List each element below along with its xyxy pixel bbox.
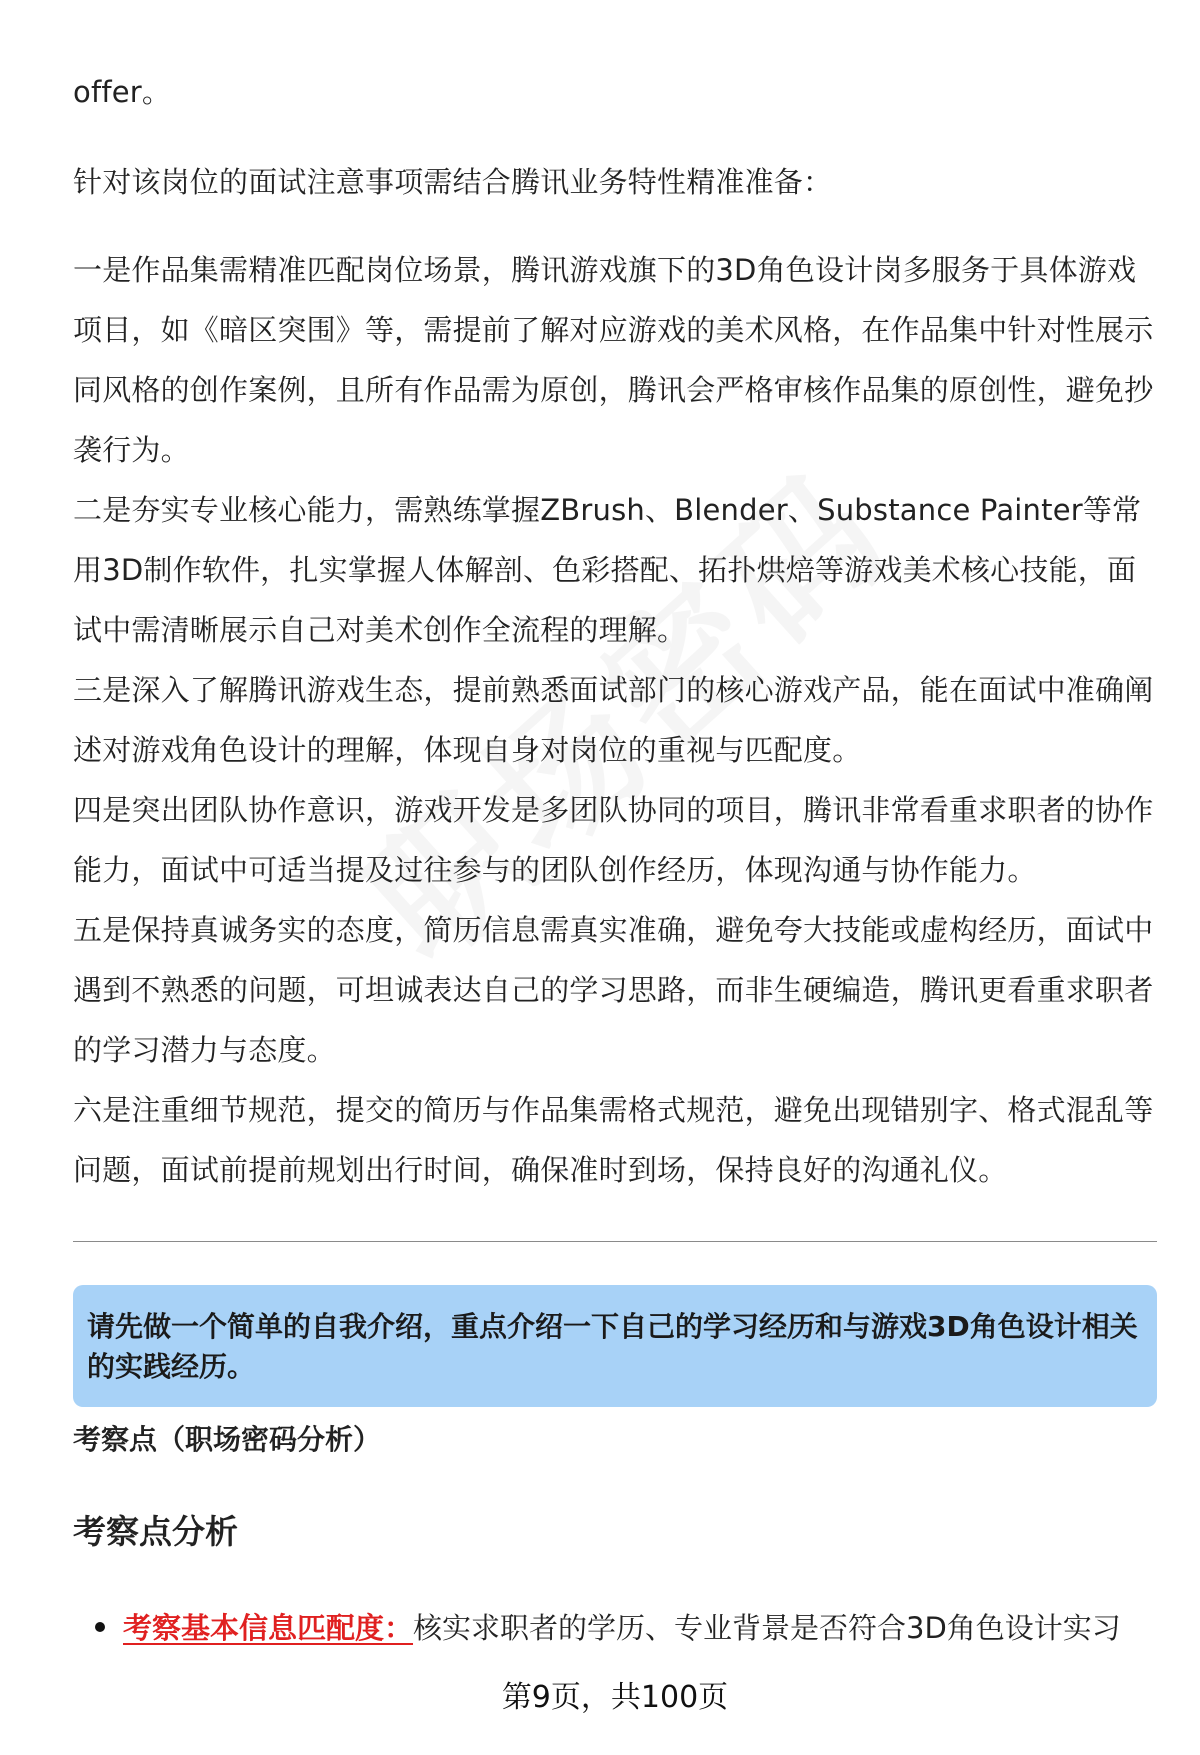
offer-tail-text: offer。 bbox=[73, 75, 172, 109]
bullet-key-label: 考察基本信息匹配度： bbox=[123, 1611, 414, 1645]
kaocha-heading: 考察点（职场密码分析） bbox=[73, 1423, 382, 1456]
document-page bbox=[73, 0, 1157, 1755]
point-paragraph-4: 四是突出团队协作意识，游戏开发是多团队协同的项目，腾讯非常看重求职者的协作能力，面试中可适当提及过往参与的团队创作经历，体现沟通与协作能力。 bbox=[73, 793, 1154, 887]
question-box bbox=[73, 1285, 1157, 1407]
question-text: 请先做一个简单的自我介绍，重点介绍一下自己的学习经历和与游戏3D角色设计相关的实践经历。 bbox=[87, 1310, 1138, 1383]
point-paragraph-2: 二是夯实专业核心能力，需熟练掌握ZBrush、Blender、Substance Painter等常用3D制作软件，扎实掌握人体解剖、色彩搭配、拓扑烘焙等游戏美术核心技能，面试中需清晰展示自己对美术创作全流程的理解。 bbox=[73, 493, 1142, 647]
bullet-item bbox=[95, 1606, 1165, 1650]
point-paragraph-6: 六是注重细节规范，提交的简历与作品集需格式规范，避免出现错别字、格式混乱等问题，面试前提前规划出行时间，确保准时到场，保持良好的沟通礼仪。 bbox=[73, 1093, 1154, 1187]
point-paragraph-5: 五是保持真诚务实的态度，简历信息需真实准确，避免夸大技能或虚构经历，面试中遇到不熟悉的问题，可坦诚表达自己的学习思路，而非生硬编造，腾讯更看重求职者的学习潜力与态度。 bbox=[73, 913, 1154, 1067]
bullet-text: 核实求职者的学历、专业背景是否符合3D角色设计实习 bbox=[413, 1611, 1121, 1645]
bullet-dot-icon bbox=[95, 1622, 105, 1632]
point-paragraph-3: 三是深入了解腾讯游戏生态，提前熟悉面试部门的核心游戏产品，能在面试中准确阐述对游戏角色设计的理解，体现自身对岗位的重视与匹配度。 bbox=[73, 673, 1154, 767]
intro-paragraph: 针对该岗位的面试注意事项需结合腾讯业务特性精准准备： bbox=[73, 165, 833, 199]
page-footer: 第9页，共100页 bbox=[501, 1680, 729, 1715]
points-list bbox=[73, 240, 1157, 1200]
analysis-heading: 考察点分析 bbox=[73, 1512, 238, 1551]
section-divider bbox=[73, 1241, 1157, 1242]
point-paragraph-1: 一是作品集需精准匹配岗位场景，腾讯游戏旗下的3D角色设计岗多服务于具体游戏项目，如《暗区突围》等，需提前了解对应游戏的美术风格，在作品集中针对性展示同风格的创作案例，且所有作品需为原创，腾讯会严格审核作品集的原创性，避免抄袭行为。 bbox=[73, 253, 1154, 467]
